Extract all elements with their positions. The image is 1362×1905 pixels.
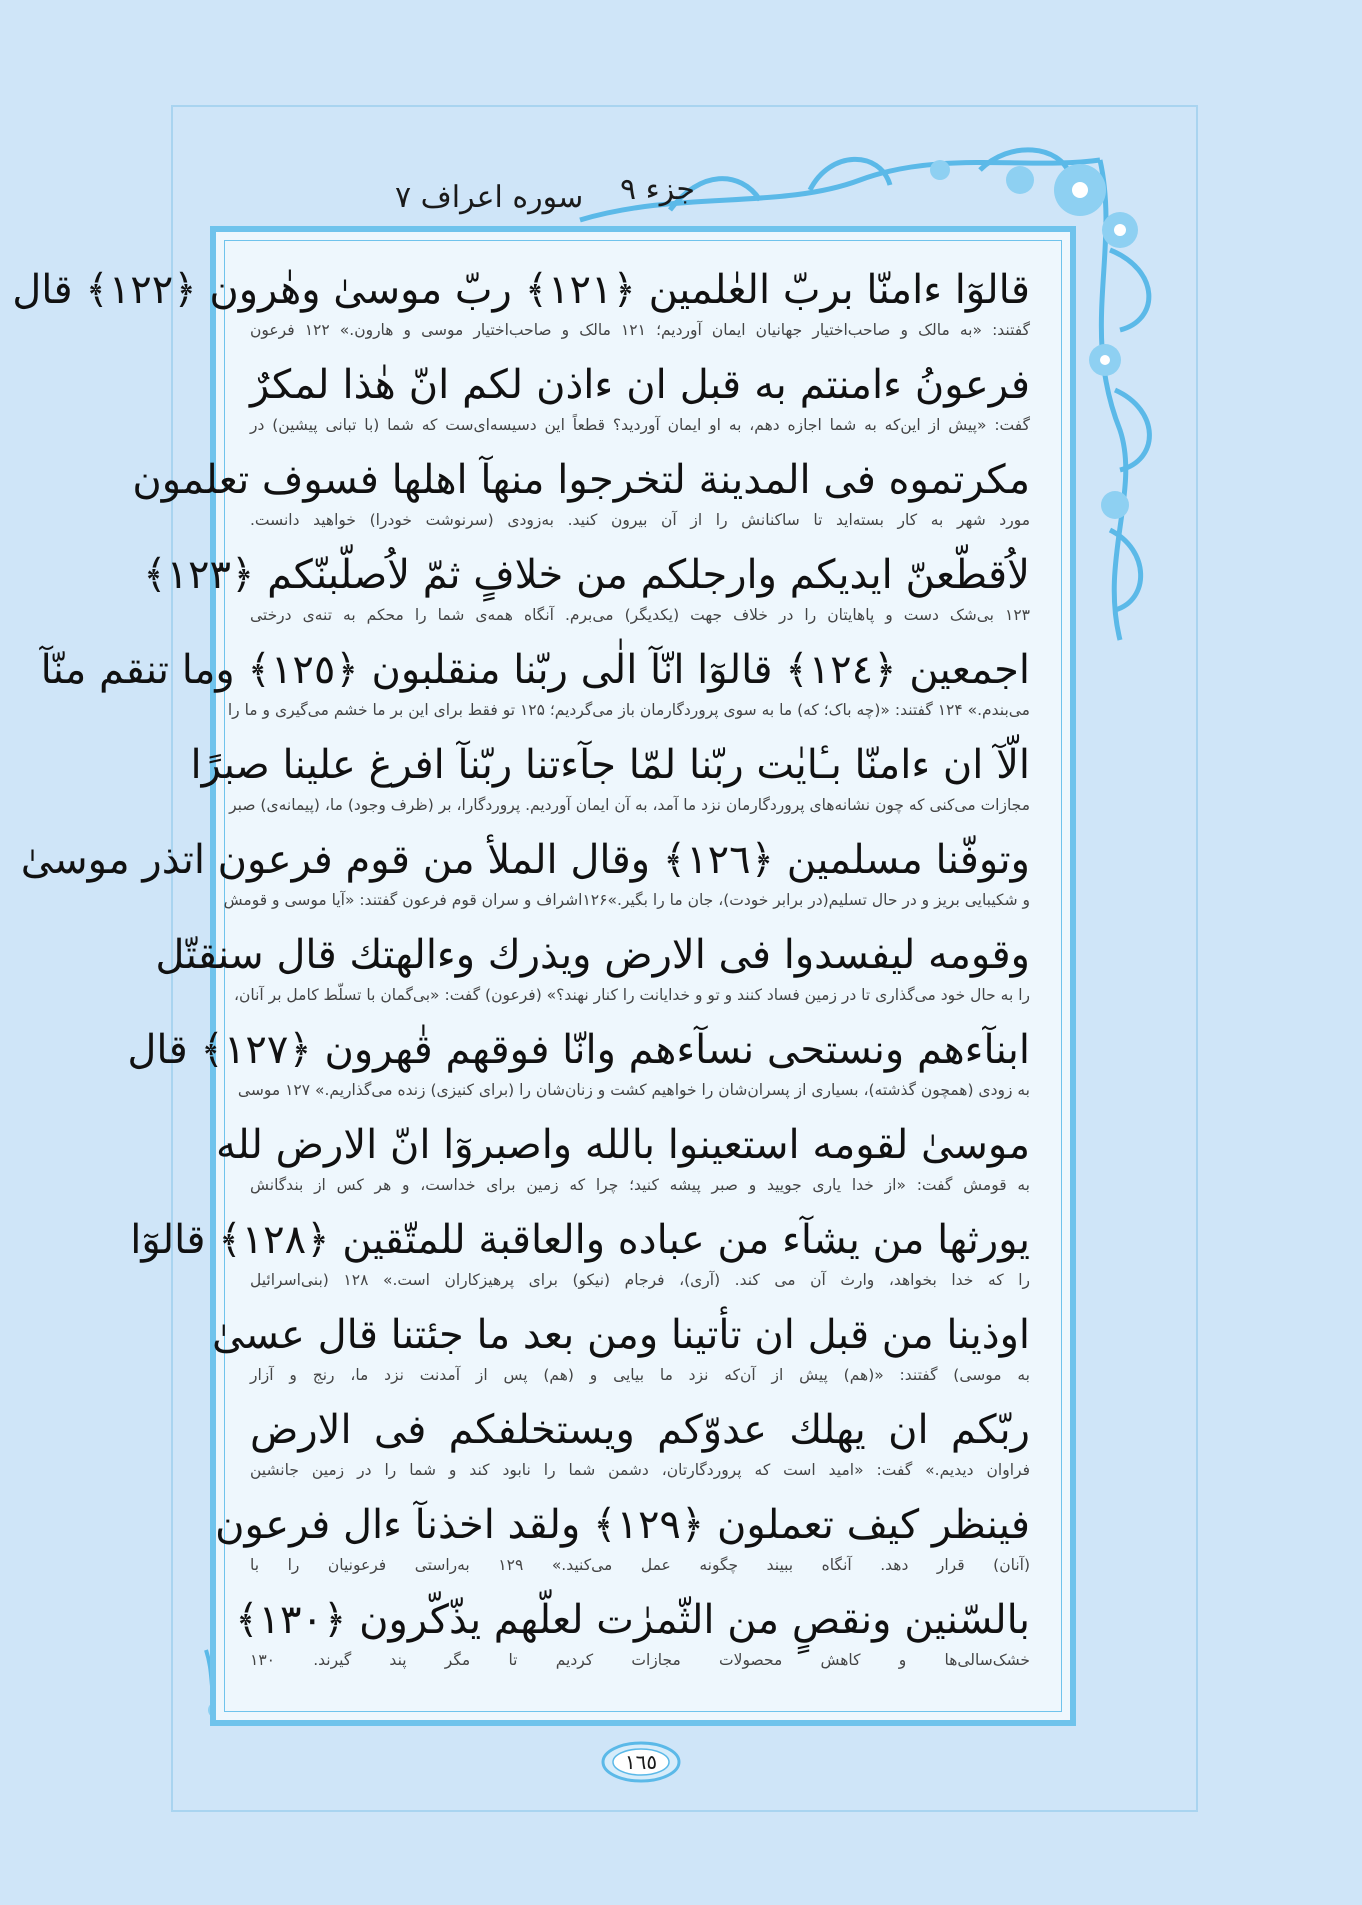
persian-translation-text: را به حال خود می‌گذاری تا در زمین فساد کنند و تو و خدایانت را کنار نهند؟» (فرعون) گفت: «بی‌گمان با تسلّط کامل بر آنان، bbox=[233, 986, 1030, 1004]
verse-line bbox=[20, 832, 1030, 927]
persian-translation-text: به موسی) گفتند: «(هم) پیش از آن‌که نزد ما بیایی و (هم) پس از آمدنت نزد ما، رنج و آزار bbox=[250, 1366, 1030, 1384]
verse-line bbox=[235, 1592, 1030, 1687]
arabic-verse-text: فرعونُ ءامنتم به قبل ان ءاذن لكم انّ هٰذا لمكرٌ bbox=[250, 362, 1030, 408]
surah-label: سوره اعراف ۷ bbox=[395, 180, 584, 215]
arabic-verse-text: قالوٓا ءامنّا بربّ العٰلمين ﴿١٢١﴾ ربّ موسىٰ وهٰرون ﴿١٢٢﴾ قال bbox=[12, 267, 1030, 313]
arabic-verse-text: موسىٰ لقومه استعينوا بالله واصبروٓا انّ الارض لله bbox=[216, 1122, 1030, 1168]
arabic-verse-text: ربّكم ان يهلك عدوّكم ويستخلفكم فى الارض bbox=[250, 1407, 1030, 1453]
arabic-verse-text: بالسّنين ونقصٍ من الثّمرٰت لعلّهم يذّكّرون ﴿١٣٠﴾ bbox=[235, 1597, 1030, 1643]
persian-translation-text: گفتند: «به مالک و صاحب‌اختیار جهانیان ایمان آوردیم؛ ۱۲۱ مالک و صاحب‌اختیار موسی و هارون.» ۱۲۲ فرعون bbox=[250, 321, 1031, 339]
arabic-verse-text: الّآ ان ءامنّا بـٔايٰت ربّنا لمّا جآءتنا ربّنآ افرغ علينا صبرًا bbox=[190, 742, 1030, 788]
verse-line bbox=[190, 737, 1030, 832]
verse-line bbox=[143, 547, 1030, 642]
page-number-badge bbox=[600, 1740, 682, 1784]
verse-line bbox=[130, 1212, 1030, 1307]
persian-translation-text: مورد شهر به کار بسته‌اید تا ساکنانش را از آن بیرون کنید. به‌زودی (سرنوشت خودرا) خواهید دانست. bbox=[250, 511, 1030, 529]
persian-translation-text: ۱۲۳ بی‌شک دست و پاهایتان را در خلاف جهت (یکدیگر) می‌برم. آنگاه همه‌ی شما را محکم به تنه‌ی درختی bbox=[250, 606, 1030, 624]
arabic-verse-text: لاُقطّعنّ ايديكم وارجلكم من خلافٍ ثمّ لاُصلّبنّكم ﴿١٢٣﴾ bbox=[143, 552, 1030, 598]
arabic-verse-text: اجمعين ﴿١٢٤﴾ قالوٓا انّآ الٰى ربّنا منقلبون ﴿١٢٥﴾ وما تنقم منّآ bbox=[40, 647, 1030, 693]
persian-translation-text: (آنان) قرار دهد. آنگاه ببیند چگونه عمل می‌کنید.» ۱۲۹ به‌راستی فرعونیان را با bbox=[250, 1556, 1031, 1574]
persian-translation-text: فراوان دیدیم.» گفت: «امید است که پروردگارتان، دشمن شما را نابود کند و شما را در زمین جانشین bbox=[250, 1461, 1030, 1479]
arabic-verse-text: وتوفّنا مسلمين ﴿١٢٦﴾ وقال الملأ من قوم فرعون اتذر موسىٰ bbox=[20, 837, 1030, 883]
page-number: ١٦٥ bbox=[624, 1750, 658, 1774]
verse-line bbox=[155, 927, 1030, 1022]
juz-label: جزء ۹ bbox=[620, 172, 695, 207]
verse-line bbox=[12, 262, 1031, 357]
persian-translation-text: خشک‌سالی‌ها و کاهش محصولات مجازات کردیم تا مگر پند گیرند. ۱۳۰ bbox=[250, 1651, 1030, 1669]
arabic-verse-text: مكرتموه فى المدينة لتخرجوا منهآ اهلها فسوف تعلمون bbox=[132, 457, 1030, 503]
arabic-verse-text: فينظر كيف تعملون ﴿١٢٩﴾ ولقد اخذنآ ءال فرعون bbox=[215, 1502, 1030, 1548]
persian-translation-text: به قومش گفت: «از خدا یاری جویید و صبر پیشه کنید؛ چرا که زمین برای خداست، و هر کس از بندگانش bbox=[250, 1176, 1030, 1194]
arabic-verse-text: يورثها من يشآء من عباده والعاقبة للمتّقين ﴿١٢٨﴾ قالوٓا bbox=[130, 1217, 1030, 1263]
verse-line bbox=[250, 357, 1030, 452]
verse-line bbox=[40, 642, 1030, 737]
arabic-verse-text: وقومه ليفسدوا فى الارض ويذرك وءالهتك قال سنقتّل bbox=[155, 932, 1030, 978]
verse-line bbox=[216, 1117, 1030, 1212]
verse-lines bbox=[12, 262, 1031, 1687]
verse-line bbox=[215, 1497, 1031, 1592]
persian-translation-text: مجازات می‌کنی که چون نشانه‌های پروردگارمان نزد ما آمد، به آن ایمان آوردیم. پروردگارا، بر (ظرف وجود) ما، (پیمانه‌ی) صبر bbox=[229, 796, 1030, 814]
persian-translation-text: و شکیبایی بریز و در حال تسلیم(در برابر خودت)، جان ما را بگیر.»۱۲۶اشراف و سران قوم فرعون گفتند: «آیا موسی و قومش bbox=[223, 891, 1030, 909]
verse-line bbox=[250, 1402, 1030, 1497]
persian-translation-text: می‌بندم.» ۱۲۴ گفتند: «(چه باک؛ که) ما به سوی پروردگارمان باز می‌گردیم؛ ۱۲۵ تو فقط برای این بر ما خشم می‌گیری و ما را bbox=[227, 701, 1030, 719]
arabic-verse-text: ابنآءهم ونستحى نسآءهم وانّا فوقهم قٰهرون ﴿١٢٧﴾ قال bbox=[127, 1027, 1030, 1073]
persian-translation-text: گفت: «پیش از این‌که به شما اجازه دهم، به او ایمان آوردید؟ قطعاً این دسیسه‌ای‌ست که شما (با تبانی پیشین) در bbox=[250, 416, 1030, 434]
arabic-verse-text: اوذينا من قبل ان تأتينا ومن بعد ما جئتنا قال عسىٰ bbox=[211, 1312, 1030, 1358]
persian-translation-text: را که خدا بخواهد، وارث آن می کند. (آری)، فرجام (نیکو) برای پرهیزکاران است.» ۱۲۸ (بنی‌اسرائیل bbox=[250, 1271, 1030, 1289]
verse-line bbox=[211, 1307, 1030, 1402]
verse-line bbox=[127, 1022, 1030, 1117]
persian-translation-text: به زودی (همچون گذشته)، بسیاری از پسران‌شان را خواهیم کشت و زنان‌شان را (برای کنیزی) زنده می‌گذاریم.» ۱۲۷ موسی bbox=[237, 1081, 1030, 1099]
verse-line bbox=[132, 452, 1030, 547]
